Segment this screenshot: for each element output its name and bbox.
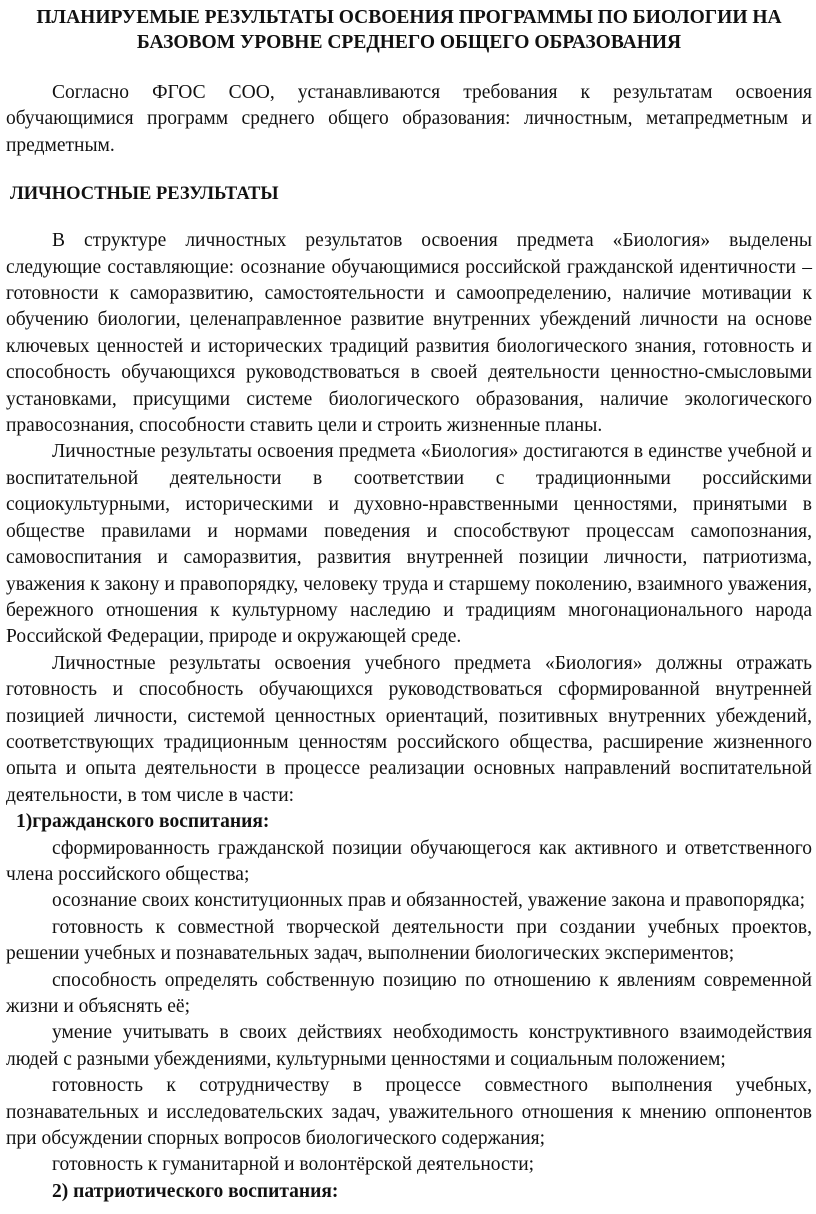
civic-item: способность определять собственную позицию по отношению к явлениям современной жизни и объяснять её;	[6, 969, 812, 1017]
civic-item: умение учитывать в своих действиях необходимость конструктивного взаимодействия людей с разными убеждениями, культурными ценностями и социальным положением;	[6, 1022, 812, 1070]
civic-item: готовность к гуманитарной и волонтёрской деятельности;	[52, 1154, 535, 1176]
civic-item: готовность к совместной творческой деятельности при создании учебных проектов, решении учебных и познавательных задач, выполнении биологических экспериментов;	[6, 916, 812, 965]
civic-item: осознание своих конституционных прав и обязанностей, уважение закона и правопорядка;	[52, 890, 805, 912]
paragraph-structure: В структуре личностных результатов освоения предмета «Биология» выделены следующие составляющие: осознание обучающимися российской гражданской идентичности – готовности к саморазвитию, самостоятельности и самоопределению, наличие мотивации к обучению биологии, целенаправленное развитие внутренних убеждений личности на основе ключевых ценностей и исторических традиций развития биологического знания, готовность и способность обучающихся руководствоваться в своей деятельности ценностно-смысловыми установками, присущими системе биологического образования, наличие экологического правосознания, способности ставить цели и строить жизненные планы.	[6, 230, 812, 437]
civic-item: готовность к сотрудничеству в процессе совместного выполнения учебных, познавательных и исследовательских задач, уважительного отношения к мнению оппонентов при обсуждении спорных вопросов биологического содержания;	[6, 1075, 812, 1150]
paragraph-reflection: Личностные результаты освоения учебного предмета «Биология» должны отражать готовность и способность обучающихся руководствоваться сформированной внутренней позицией личности, системой ценностных ориентаций, позитивных внутренних убеждений, соответствующих традиционным ценностям российского общества, расширение жизненного опыта и опыта деятельности в процессе реализации основных направлений воспитательной деятельности, в том числе в части:	[6, 652, 812, 806]
title-line-1: ПЛАНИРУЕМЫЕ РЕЗУЛЬТАТЫ ОСВОЕНИЯ ПРОГРАММЫ ПО БИОЛОГИИ НА	[36, 7, 782, 28]
intro-paragraph: Согласно ФГОС СОО, устанавливаются требования к результатам освоения обучающимися программ среднего общего образования: личностным, метапредметным и предметным.	[6, 82, 812, 156]
document-title	[6, 0, 812, 55]
section-heading-personal-results: ЛИЧНОСТНЫЕ РЕЗУЛЬТАТЫ	[10, 184, 279, 205]
subheading-civic-education: 1)гражданского воспитания:	[16, 811, 270, 833]
civic-item: сформированность гражданской позиции обучающегося как активного и ответственного члена российского общества;	[6, 837, 812, 885]
section-body	[6, 228, 812, 1205]
title-line-2: БАЗОВОМ УРОВНЕ СРЕДНЕГО ОБЩЕГО ОБРАЗОВАНИЯ	[136, 32, 682, 53]
subheading-patriotic-education: 2) патриотического воспитания:	[52, 1180, 339, 1202]
paragraph-achievement: Личностные результаты освоения предмета «Биология» достигаются в единстве учебной и воспитательной деятельности в соответствии с традиционными российскими социокультурными, историческими и духовно-нравственными ценностями, принятыми в обществе правилами и нормами поведения и способствуют процессам самопознания, самовоспитания и саморазвития, развития внутренней позиции личности, патриотизма, уважения к закону и правопорядку, человеку труда и старшему поколению, взаимного уважения, бережного отношения к культурному наследию и традициям многонационального народа Российской Федерации, природе и окружающей среде.	[6, 441, 812, 648]
